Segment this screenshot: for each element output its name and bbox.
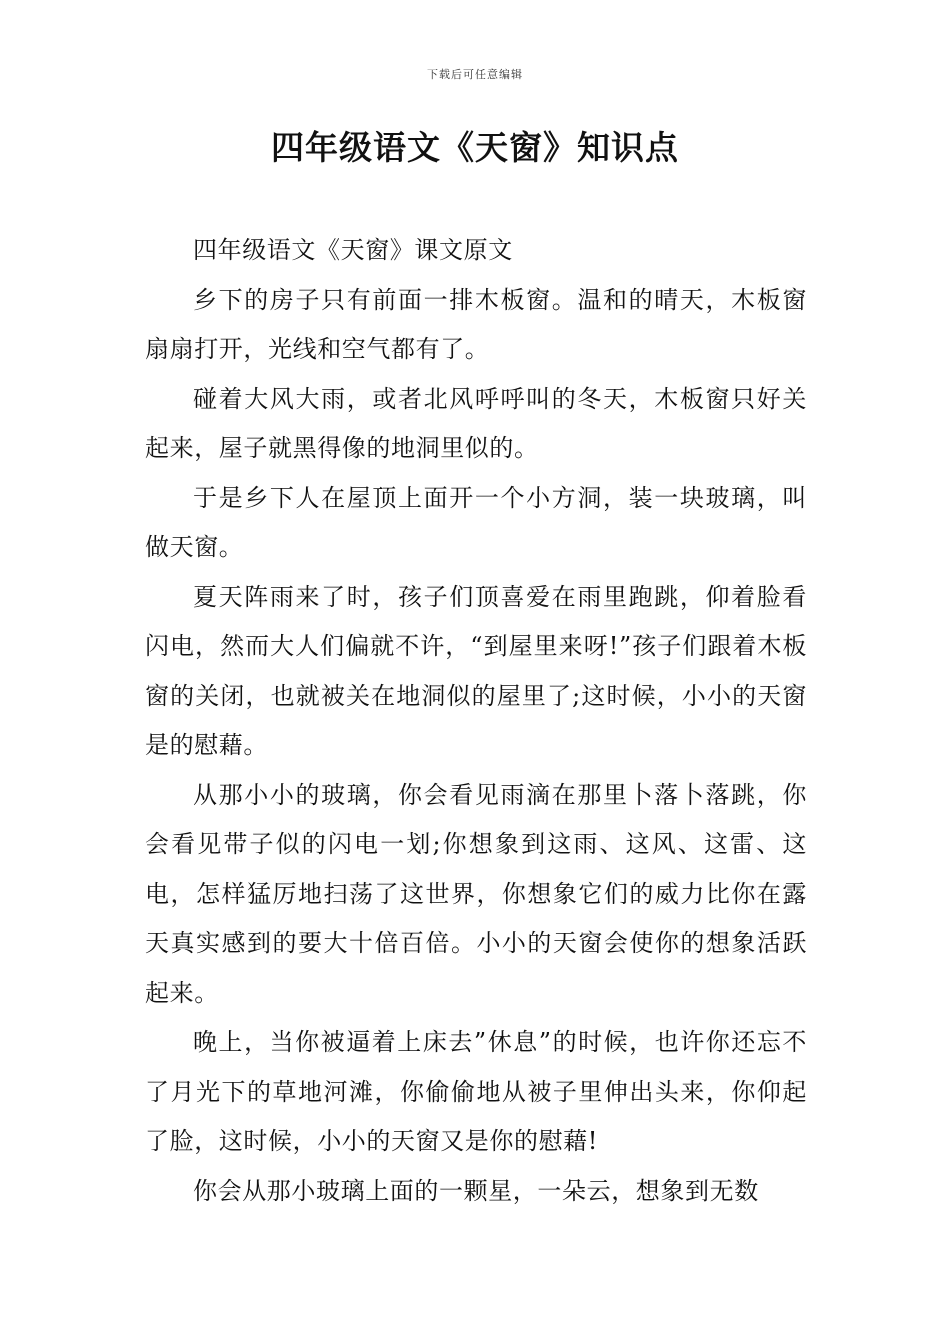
- paragraph-3: 于是乡下人在屋顶上面开一个小方洞，装一块玻璃，叫做天窗。: [145, 483, 807, 561]
- document-body: [145, 226, 807, 1216]
- paragraph-1: 乡下的房子只有前面一排木板窗。温和的晴天，木板窗扇扇打开，光线和空气都有了。: [145, 285, 807, 363]
- paragraph-2: 碰着大风大雨，或者北风呼呼叫的冬天，木板窗只好关起来，屋子就黑得像的地洞里似的。: [145, 384, 807, 462]
- section-heading: 四年级语文《天窗》课文原文: [193, 236, 513, 264]
- document-title: 四年级语文《天窗》知识点: [271, 128, 679, 167]
- header-note: 下载后可任意编辑: [427, 68, 523, 81]
- paragraph-7: 你会从那小玻璃上面的一颗星，一朵云，想象到无数: [193, 1176, 759, 1205]
- paragraph-5: 从那小小的玻璃，你会看见雨滴在那里卜落卜落跳，你会看见带子似的闪电一划;你想象到这雨、这风、这雷、这电，怎样猛厉地扫荡了这世界，你想象它们的威力比你在露天真实感到的要大十倍百倍。小小的天窗会使你的想象活跃起来。: [145, 780, 807, 1007]
- paragraph-6: 晚上，当你被逼着上床去”休息”的时候，也许你还忘不了月光下的草地河滩，你偷偷地从被子里伸出头来，你仰起了脸，这时候，小小的天窗又是你的慰藉!: [145, 1028, 807, 1155]
- paragraph-4: 夏天阵雨来了时，孩子们顶喜爱在雨里跑跳，仰着脸看闪电，然而大人们偏就不许，“到屋里来呀!”孩子们跟着木板窗的关闭，也就被关在地洞似的屋里了;这时候，小小的天窗是的慰藉。: [145, 582, 807, 759]
